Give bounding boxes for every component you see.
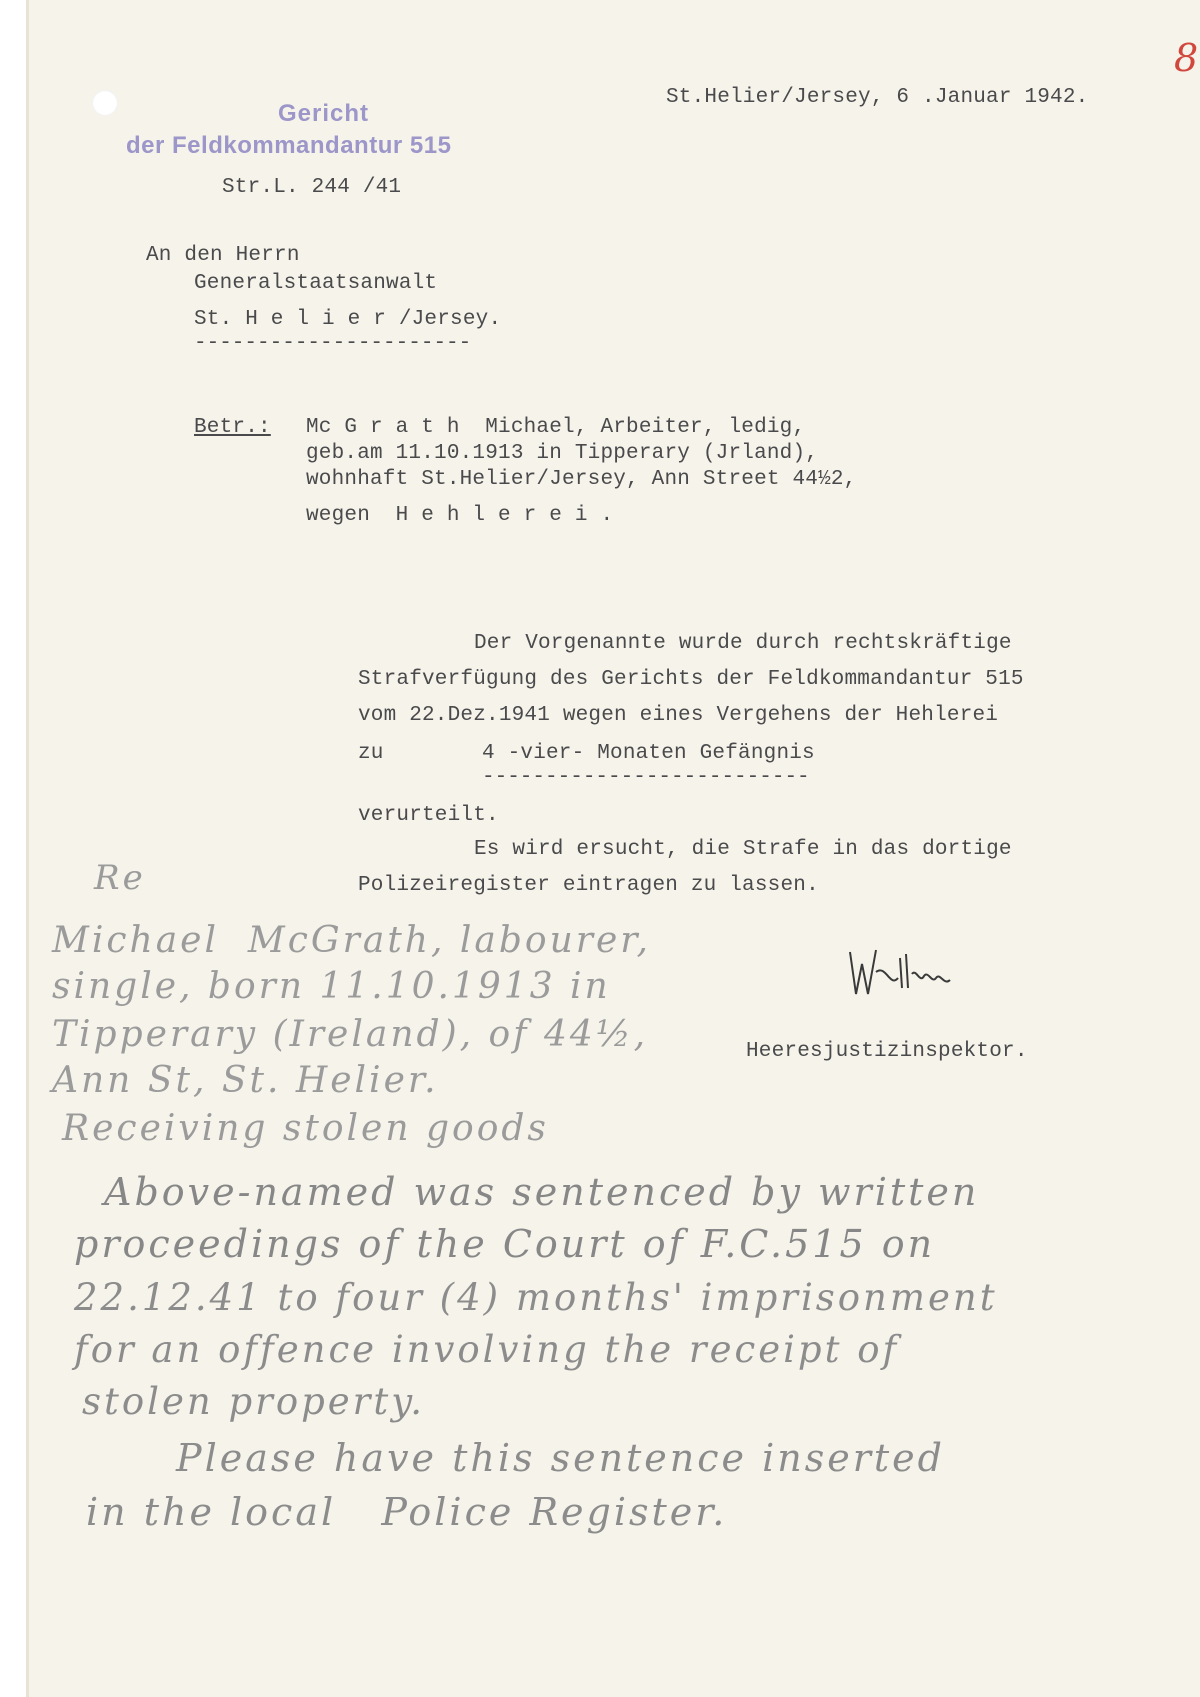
addressee-underline: ---------------------- — [194, 332, 472, 355]
sentence: 4 -vier- Monaten Gefängnis — [482, 742, 815, 765]
stamp-line-1: Gericht — [278, 100, 370, 127]
body-line-5: verurteilt. — [358, 804, 499, 827]
handwriting-line-7: Above-named was sentenced by written — [104, 1170, 980, 1214]
handwriting-line-3: single, born 11.10.1913 in — [52, 966, 611, 1007]
sentence-underline: -------------------------- — [482, 766, 810, 789]
handwriting-line-5: Ann St, St. Helier. — [52, 1060, 439, 1101]
handwriting-line-11: stolen property. — [82, 1380, 425, 1423]
page-edge — [26, 0, 29, 1697]
signer-title: Heeresjustizinspektor. — [746, 1040, 1028, 1063]
handwriting-line-2: Michael McGrath, labourer, — [52, 920, 651, 961]
subject-line-3: wohnhaft St.Helier/Jersey, Ann Street 44½2, — [306, 468, 857, 491]
handwriting-line-9: 22.12.41 to four (4) months' imprisonment — [74, 1276, 998, 1319]
handwriting-line-12: Please have this sentence inserted — [176, 1436, 945, 1480]
handwriting-line-10: for an offence involving the receipt of — [74, 1328, 900, 1371]
subject-line-1: Mc G r a t h Michael, Arbeiter, ledig, — [306, 416, 806, 439]
addressee-line-2: Generalstaatsanwalt — [194, 272, 438, 295]
addressee-line-1: An den Herrn — [146, 244, 300, 267]
stamp-line-2: der Feldkommandantur 515 — [126, 132, 452, 159]
body-line-2: Strafverfügung des Gerichts der Feldkommandantur 515 — [358, 668, 1024, 691]
handwriting-line-13: in the local Police Register. — [86, 1490, 728, 1534]
body-line-1: Der Vorgenannte wurde durch rechtskräftige — [474, 632, 1012, 655]
handwriting-line-1: Re — [94, 858, 146, 898]
body-zu: zu — [358, 742, 384, 765]
addressee-line-3: St. H e l i e r /Jersey. — [194, 308, 502, 331]
subject-line-2: geb.am 11.10.1913 in Tipperary (Jrland), — [306, 442, 819, 465]
document-page — [26, 0, 1200, 1697]
handwriting-line-6: Receiving stolen goods — [62, 1108, 549, 1149]
body-line-6: Es wird ersucht, die Strafe in das dortige — [474, 838, 1012, 861]
body-line-3: vom 22.Dez.1941 wegen eines Vergehens der Hehlerei — [358, 704, 999, 727]
place-date: St.Helier/Jersey, 6 .Januar 1942. — [666, 86, 1089, 109]
page-number-mark: 8 — [1174, 36, 1199, 80]
signature — [846, 944, 956, 1012]
body-line-7: Polizeiregister eintragen zu lassen. — [358, 874, 819, 897]
handwriting-line-4: Tipperary (Ireland), of 44½, — [52, 1014, 649, 1055]
punch-hole — [92, 90, 118, 116]
subject-line-4: wegen H e h l e r e i . — [306, 504, 614, 527]
reference-number: Str.L. 244 /41 — [222, 176, 402, 199]
handwriting-line-8: proceedings of the Court of F.C.515 on — [74, 1222, 936, 1266]
signature-scribble-icon — [846, 944, 956, 1004]
subject-label: Betr.: — [194, 416, 271, 439]
